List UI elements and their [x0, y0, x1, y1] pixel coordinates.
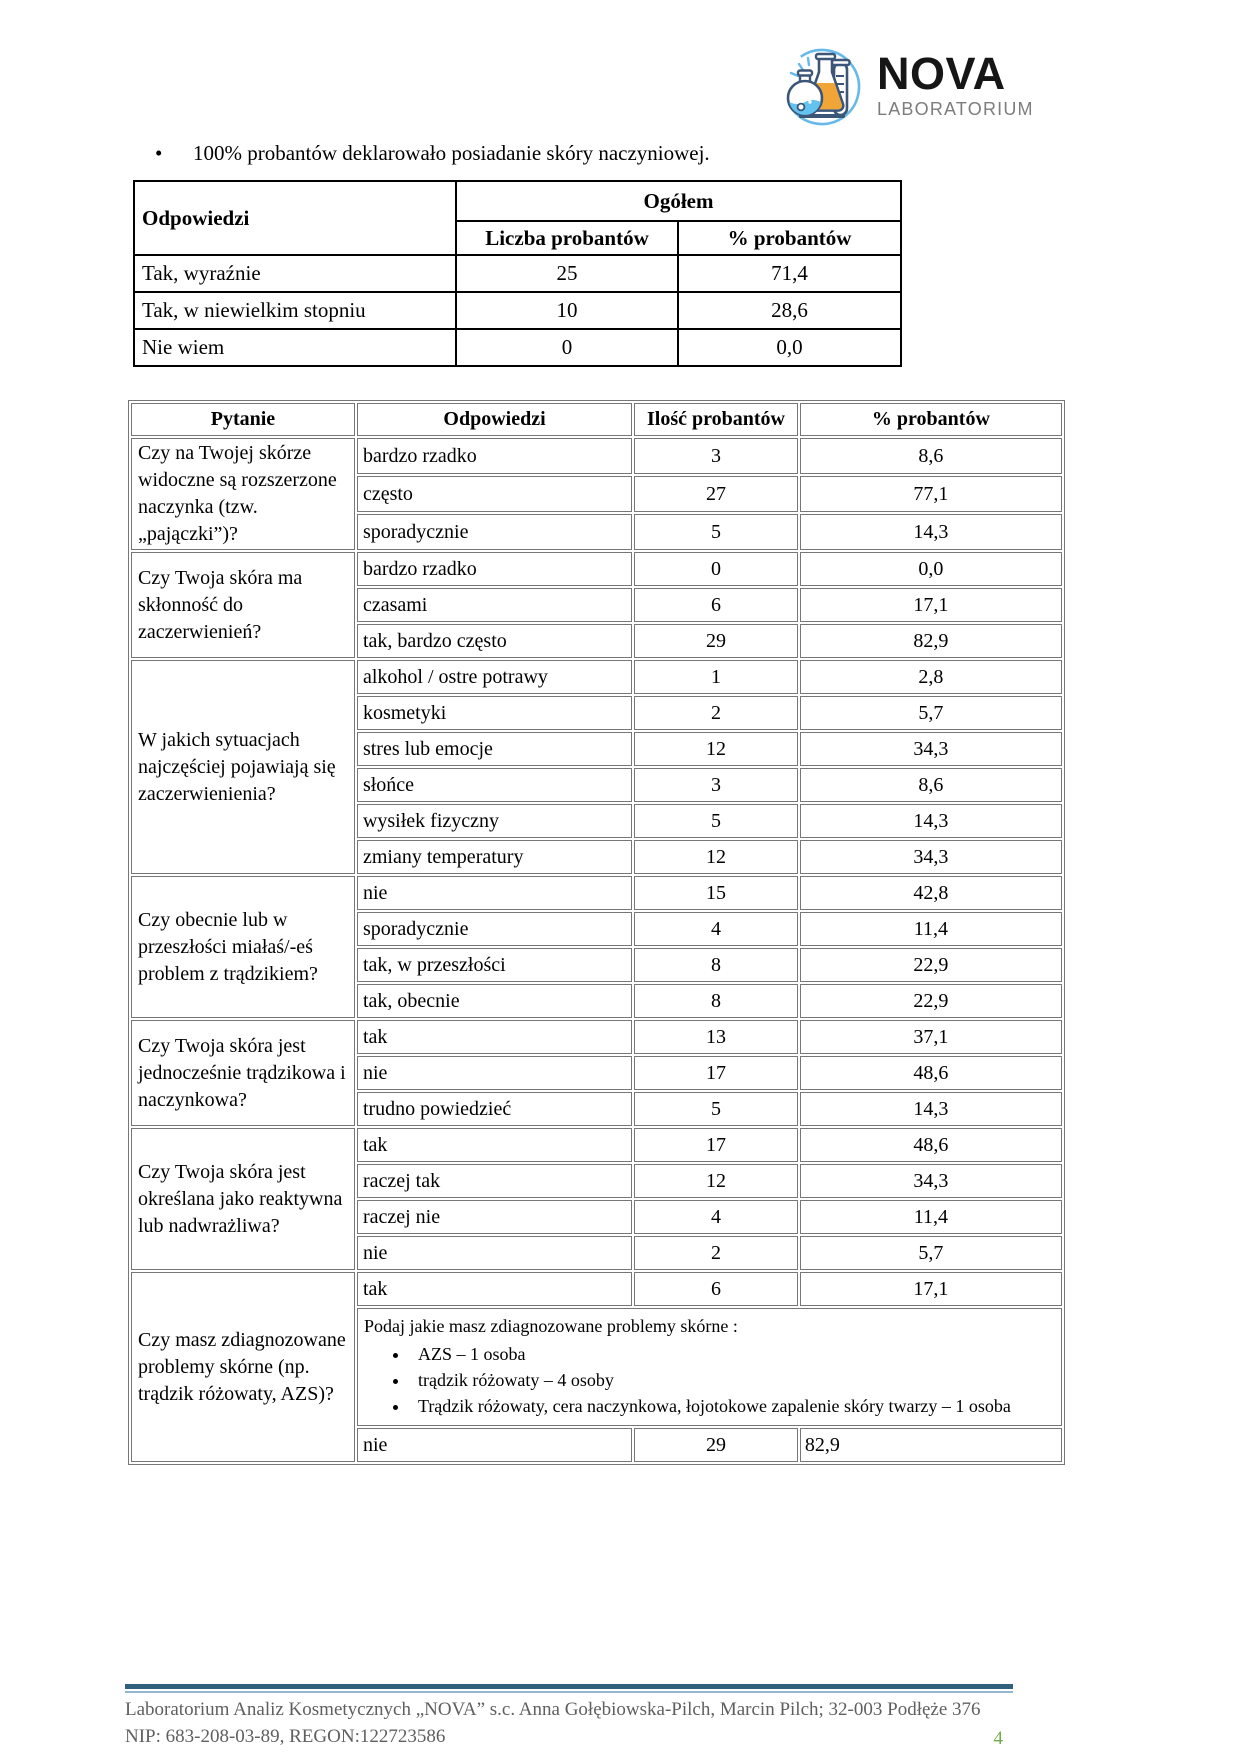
- percent-cell: 2,8: [800, 660, 1062, 694]
- bullet-text: 100% probantów deklarowało posiadanie skóry naczyniowej.: [193, 141, 710, 165]
- logo-subtitle: LABORATORIUM: [877, 98, 1034, 119]
- summary-table-row: [134, 329, 901, 366]
- count-cell: 4: [634, 912, 798, 946]
- note-item: • AZS – 1 osoba: [410, 1341, 1055, 1367]
- summary-col-odpowiedzi: Odpowiedzi: [134, 181, 456, 255]
- percent-cell: 34,3: [800, 732, 1062, 766]
- count-cell: 0: [634, 552, 798, 586]
- summary-col-liczba-probantow: Liczba probantów: [456, 221, 678, 255]
- percent-cell: 37,1: [800, 1020, 1062, 1054]
- bullet-icon: •: [155, 141, 163, 165]
- answer-cell: nie: [357, 1428, 632, 1462]
- footer-line1: Laboratorium Analiz Kosmetycznych „NOVA” s.c. Anna Gołębiowska-Pilch, Marcin Pilch; 32-003 Podłęże 376: [125, 1699, 981, 1720]
- note-item: • trądzik różowaty – 4 osoby: [410, 1367, 1055, 1393]
- summary-col-ogolem: Ogółem: [456, 181, 901, 221]
- logo: [775, 40, 1034, 130]
- question-table-row: [131, 1272, 1062, 1306]
- count-cell: 8: [634, 948, 798, 982]
- count-cell: 5: [634, 1092, 798, 1126]
- percent-cell: 14,3: [800, 514, 1062, 550]
- question-table-row: [131, 1020, 1062, 1054]
- count-cell: 12: [634, 1164, 798, 1198]
- answer-cell: bardzo rzadko: [357, 552, 632, 586]
- summary-count: 10: [456, 292, 678, 329]
- note-items: [378, 1341, 1055, 1419]
- question-table-row: [131, 660, 1062, 694]
- percent-cell: 14,3: [800, 1092, 1062, 1126]
- summary-col-percent-probantow: % probantów: [678, 221, 901, 255]
- count-cell: 2: [634, 1236, 798, 1270]
- percent-cell: 5,7: [800, 696, 1062, 730]
- summary-table-row: [134, 255, 901, 292]
- bullet-line: [155, 141, 710, 166]
- question-cell: Czy Twoja skóra jest określana jako reaktywna lub nadwrażliwa?: [131, 1128, 355, 1270]
- percent-cell: 14,3: [800, 804, 1062, 838]
- count-cell: 29: [634, 1428, 798, 1462]
- summary-table-body: [134, 255, 901, 366]
- count-cell: 12: [634, 732, 798, 766]
- percent-cell: 42,8: [800, 876, 1062, 910]
- question-cell: Czy obecnie lub w przeszłości miałaś/-eś problem z trądzikiem?: [131, 876, 355, 1018]
- summary-answer: Tak, wyraźnie: [134, 255, 456, 292]
- count-cell: 4: [634, 1200, 798, 1234]
- answer-cell: tak, obecnie: [357, 984, 632, 1018]
- summary-count: 0: [456, 329, 678, 366]
- percent-cell: 8,6: [800, 768, 1062, 802]
- percent-cell: 34,3: [800, 1164, 1062, 1198]
- diagnosed-problems-note: [357, 1308, 1062, 1426]
- percent-cell: 11,4: [800, 912, 1062, 946]
- summary-percent: 71,4: [678, 255, 901, 292]
- q-col-percent-probantow: % probantów: [800, 403, 1062, 436]
- answer-cell: tak, w przeszłości: [357, 948, 632, 982]
- question-cell: W jakich sytuacjach najczęściej pojawiają się zaczerwienienia?: [131, 660, 355, 874]
- answer-cell: czasami: [357, 588, 632, 622]
- summary-percent: 0,0: [678, 329, 901, 366]
- percent-cell: 8,6: [800, 438, 1062, 474]
- question-cell: Czy Twoja skóra jest jednocześnie trądzikowa i naczynkowa?: [131, 1020, 355, 1126]
- summary-answer: Tak, w niewielkim stopniu: [134, 292, 456, 329]
- percent-cell: 22,9: [800, 948, 1062, 982]
- count-cell: 3: [634, 438, 798, 474]
- question-table-body: [131, 438, 1062, 1462]
- answer-cell: słońce: [357, 768, 632, 802]
- answer-cell: tak: [357, 1020, 632, 1054]
- percent-cell: 82,9: [800, 624, 1062, 658]
- percent-cell: 77,1: [800, 476, 1062, 512]
- percent-cell: 17,1: [800, 1272, 1062, 1306]
- answer-cell: raczej nie: [357, 1200, 632, 1234]
- answer-cell: nie: [357, 876, 632, 910]
- question-cell: Czy masz zdiagnozowane problemy skórne (np. trądzik różowaty, AZS)?: [131, 1272, 355, 1462]
- summary-percent: 28,6: [678, 292, 901, 329]
- percent-cell: 0,0: [800, 552, 1062, 586]
- answer-cell: stres lub emocje: [357, 732, 632, 766]
- question-table-row: [131, 876, 1062, 910]
- footer-separator: [125, 1684, 1013, 1694]
- answer-cell: trudno powiedzieć: [357, 1092, 632, 1126]
- answer-cell: wysiłek fizyczny: [357, 804, 632, 838]
- lab-flasks-icon: [775, 40, 869, 130]
- answer-cell: nie: [357, 1236, 632, 1270]
- count-cell: 6: [634, 588, 798, 622]
- question-table-row: [131, 438, 1062, 474]
- percent-cell: 11,4: [800, 1200, 1062, 1234]
- answer-cell: bardzo rzadko: [357, 438, 632, 474]
- answer-cell: tak, bardzo często: [357, 624, 632, 658]
- answer-cell: tak: [357, 1128, 632, 1162]
- note-item: • Trądzik różowaty, cera naczynkowa, łojotokowe zapalenie skóry twarzy – 1 osoba: [410, 1393, 1055, 1419]
- answer-cell: raczej tak: [357, 1164, 632, 1198]
- page-footer: [125, 1684, 1013, 1750]
- answer-cell: sporadycznie: [357, 514, 632, 550]
- count-cell: 17: [634, 1056, 798, 1090]
- count-cell: 17: [634, 1128, 798, 1162]
- percent-cell: 22,9: [800, 984, 1062, 1018]
- question-cell: Czy na Twojej skórze widoczne są rozszerzone naczynka (tzw. „pajączki”)?: [131, 438, 355, 550]
- count-cell: 27: [634, 476, 798, 512]
- question-table: [128, 400, 1065, 1465]
- percent-cell: 34,3: [800, 840, 1062, 874]
- note-intro: Podaj jakie masz zdiagnozowane problemy skórne :: [363, 1316, 738, 1336]
- answer-cell: kosmetyki: [357, 696, 632, 730]
- count-cell: 13: [634, 1020, 798, 1054]
- q-col-pytanie: Pytanie: [131, 403, 355, 436]
- count-cell: 29: [634, 624, 798, 658]
- summary-table-row: [134, 292, 901, 329]
- answer-cell: zmiany temperatury: [357, 840, 632, 874]
- count-cell: 1: [634, 660, 798, 694]
- summary-table: [133, 180, 902, 367]
- question-table-row: [131, 552, 1062, 586]
- question-cell: Czy Twoja skóra ma skłonność do zaczerwienień?: [131, 552, 355, 658]
- percent-cell: 5,7: [800, 1236, 1062, 1270]
- percent-cell: 17,1: [800, 588, 1062, 622]
- answer-cell: nie: [357, 1056, 632, 1090]
- count-cell: 5: [634, 514, 798, 550]
- answer-cell: sporadycznie: [357, 912, 632, 946]
- question-table-row: [131, 1128, 1062, 1162]
- count-cell: 2: [634, 696, 798, 730]
- footer-line2: NIP: 683-208-03-89, REGON:122723586: [125, 1725, 446, 1747]
- count-cell: 15: [634, 876, 798, 910]
- percent-cell: 48,6: [800, 1056, 1062, 1090]
- percent-cell: 82,9: [800, 1428, 1062, 1462]
- q-col-ilosc-probantow: Ilość probantów: [634, 403, 798, 436]
- logo-brand: NOVA: [877, 47, 1006, 99]
- page-number: 4: [993, 1728, 1003, 1750]
- count-cell: 8: [634, 984, 798, 1018]
- answer-cell: tak: [357, 1272, 632, 1306]
- q-col-odpowiedzi: Odpowiedzi: [357, 403, 632, 436]
- count-cell: 12: [634, 840, 798, 874]
- summary-count: 25: [456, 255, 678, 292]
- answer-cell: często: [357, 476, 632, 512]
- count-cell: 5: [634, 804, 798, 838]
- count-cell: 3: [634, 768, 798, 802]
- summary-answer: Nie wiem: [134, 329, 456, 366]
- answer-cell: alkohol / ostre potrawy: [357, 660, 632, 694]
- count-cell: 6: [634, 1272, 798, 1306]
- percent-cell: 48,6: [800, 1128, 1062, 1162]
